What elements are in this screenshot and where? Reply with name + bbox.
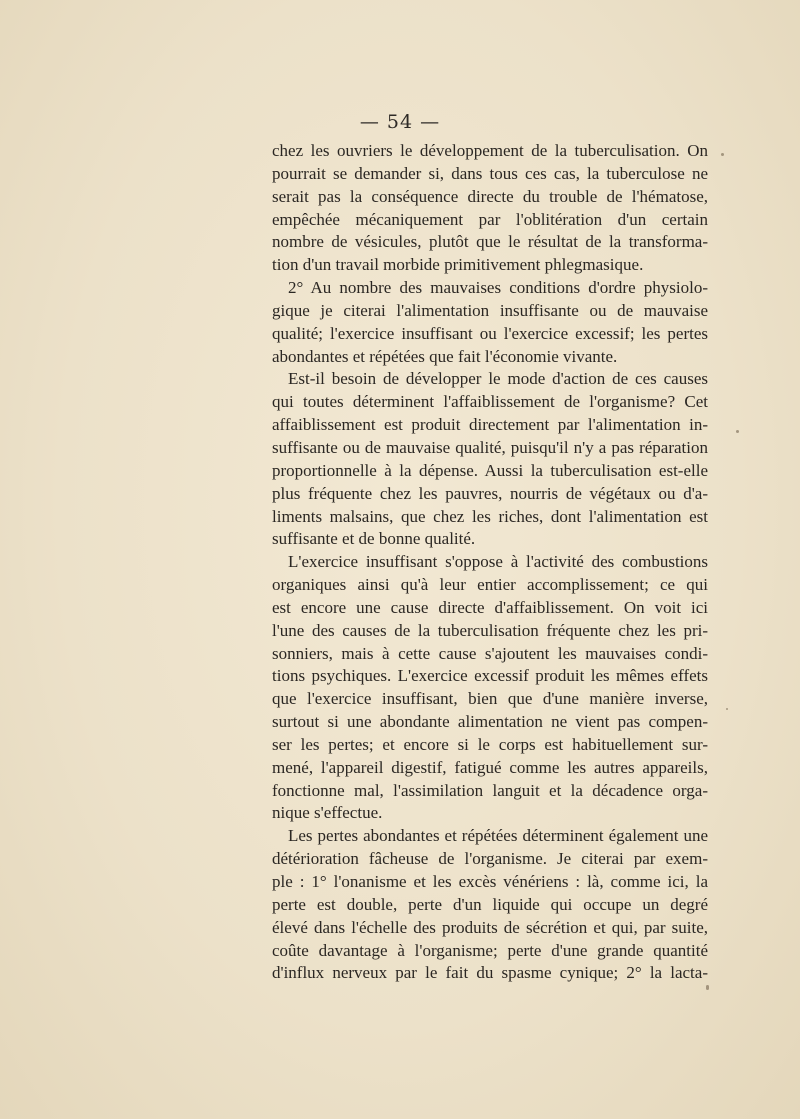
- paper-speck: [726, 708, 728, 710]
- text-line: empêchée mécaniquement par l'oblitération d'un certain: [272, 209, 708, 229]
- text-line: sonniers, mais à cette cause s'ajoutent les mauvaises condi-: [272, 643, 708, 663]
- text-line: que l'exercice insuffisant, bien que d'une manière inverse,: [272, 689, 708, 709]
- text-line: qui toutes déterminent l'affaiblissement de l'organisme? Cet: [272, 392, 708, 412]
- text-line: suffisante et de bonne qualité.: [272, 529, 476, 549]
- text-line: d'influx nerveux par le fait du spasme cynique; 2° la lacta-: [272, 963, 708, 983]
- text-line: perte est double, perte d'un liquide qui occupe un degré: [272, 894, 708, 914]
- text-line: L'exercice insuffisant s'oppose à l'activité des combustions: [288, 552, 708, 572]
- text-line: plus fréquente chez les pauvres, nourris de végétaux ou d'a-: [272, 483, 708, 503]
- text-line: 2° Au nombre des mauvaises conditions d'ordre physiolo-: [288, 278, 708, 298]
- text-line: fonctionne mal, l'assimilation languit et la décadence orga-: [272, 780, 708, 800]
- text-line: pourrait se demander si, dans tous ces cas, la tuberculose ne: [272, 163, 708, 183]
- text-line: gique je citerai l'alimentation insuffisante ou de mauvaise: [272, 300, 708, 320]
- text-line: nombre de vésicules, plutôt que le résultat de la transforma-: [272, 232, 708, 252]
- paper-speck: [706, 985, 709, 990]
- paper-speck: [736, 430, 739, 433]
- text-line: organiques ainsi qu'à leur entier accomplissement; ce qui: [272, 575, 708, 595]
- text-line: proportionnelle à la dépense. Aussi la tuberculisation est-elle: [272, 460, 708, 480]
- body-text: [272, 140, 708, 985]
- text-line: l'une des causes de la tuberculisation fréquente chez les pri-: [272, 620, 708, 640]
- text-line: serait pas la conséquence directe du trouble de l'hématose,: [272, 186, 708, 206]
- text-line: Les pertes abondantes et répétées déterminent également une: [288, 826, 708, 846]
- text-line: mené, l'appareil digestif, fatigué comme les autres appareils,: [272, 757, 708, 777]
- text-line: tions psychiques. L'exercice excessif produit les mêmes effets: [272, 666, 708, 686]
- text-line: ple : 1° l'onanisme et les excès vénériens : là, comme ici, la: [272, 872, 708, 891]
- text-line: suffisante ou de mauvaise qualité, puisqu'il n'y a pas réparation: [272, 437, 708, 457]
- text-line: abondantes et répétées que fait l'économie vivante.: [272, 346, 618, 366]
- text-line: liments malsains, que chez les riches, dont l'alimentation est: [272, 506, 708, 526]
- text-line: est encore une cause directe d'affaiblissement. On voit ici: [272, 597, 708, 617]
- text-line: détérioration fâcheuse de l'organisme. Je citerai par exem-: [272, 849, 708, 869]
- text-line: coûte davantage à l'organisme; perte d'une grande quantité: [272, 940, 708, 960]
- text-line: tion d'un travail morbide primitivement phlegmasique.: [272, 255, 644, 275]
- text-line: affaiblissement est produit directement par l'alimentation in-: [272, 415, 708, 435]
- text-line: qualité; l'exercice insuffisant ou l'exercice excessif; les pertes: [272, 323, 708, 343]
- paper-speck: [721, 153, 724, 156]
- text-line: ser les pertes; et encore si le corps est habituellement sur-: [272, 734, 708, 754]
- text-line: Est-il besoin de développer le mode d'action de ces causes: [288, 369, 708, 389]
- text-line: élevé dans l'échelle des produits de sécrétion et qui, par suite,: [272, 917, 708, 937]
- text-line: chez les ouvriers le développement de la tuberculisation. On: [272, 141, 708, 160]
- text-line: nique s'effectue.: [272, 803, 383, 823]
- text-line: surtout si une abondante alimentation ne vient pas compen-: [272, 712, 708, 732]
- page-number: — 54 —: [359, 111, 441, 133]
